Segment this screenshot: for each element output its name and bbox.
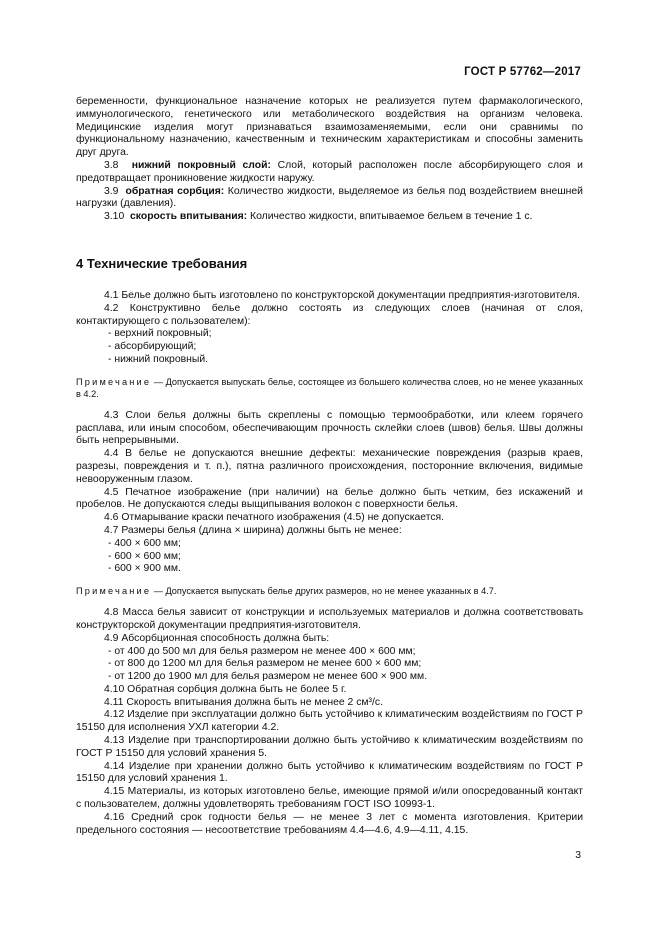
clause-4-2: 4.2 Конструктивно белье должно состоять из следующих слоев (начиная от слоя, контактирующего с пользователем): <box>76 302 583 327</box>
clause-4-4: 4.4 В белье не допускаются внешние дефекты: механические повреждения (разрыв краев, разрезы, повреждения и т. п.), пятна различного происхождения, посторонние включения, видимые невооруженным глазом. <box>76 448 583 485</box>
note-1: Примечание — Допускается выпускать белье, состоящее из большего количества слоев, но не менее указанных в 4.2. <box>76 376 583 399</box>
note-label: Примечание <box>76 376 152 387</box>
clause-4-16: 4.16 Средний срок годности белья — не менее 3 лет с момента изготовления. Критерии предельного состояния — несоответствие требованиям 4.4—4.6, 4.9—4.11, 4.15. <box>76 811 583 836</box>
section-title: 4 Технические требования <box>76 255 248 271</box>
list-item: - абсорбирующий; <box>76 341 583 354</box>
clause-4-9: 4.9 Абсорбционная способность должна быть: <box>104 632 330 644</box>
term-name: нижний покровный слой: <box>131 159 271 171</box>
clause-4-11: 4.11 Скорость впитывания должна быть не менее 2 см³/с. <box>104 696 383 708</box>
term-name: обратная сорбция: <box>125 185 225 197</box>
term-3-9: 3.9 обратная сорбция: Количество жидкости, выделяемое из белья под воздействием внешней нагрузки (давления). <box>76 185 583 210</box>
clause-4-5: 4.5 Печатное изображение (при наличии) на белье должно быть четким, без искажений и пробелов. Не допускаются следы выщипывания волокон с поверхности белья. <box>76 486 583 511</box>
clause-4-10: 4.10 Обратная сорбция должна быть не более 5 г. <box>104 683 347 695</box>
list-item: - 600 × 600 мм; <box>76 551 583 564</box>
clause-4-14: 4.14 Изделие при хранении должно быть устойчиво к климатическим воздействиям по ГОСТ Р 15150 для условий хранения 1. <box>76 760 583 785</box>
list-item: - от 400 до 500 мл для белья размером не менее 400 × 600 мм; <box>76 646 583 659</box>
list-item: - 400 × 600 мм; <box>76 538 583 551</box>
clause-4-7: 4.7 Размеры белья (длина × ширина) должны быть не менее: <box>104 524 402 536</box>
clause-4-8: 4.8 Масса белья зависит от конструкции и используемых материалов и должна соответствовать конструкторской документации предприятия-изготовителя. <box>76 607 583 631</box>
note-2: Примечание — Допускается выпускать белье других размеров, но не менее указанных в 4.7. <box>76 586 497 597</box>
clause-4-1: 4.1 Белье должно быть изготовлено по конструкторской документации предприятия-изготовителя. <box>104 289 581 301</box>
clause-4-15: 4.15 Материалы, из которых изготовлено белье, имеющие прямой и/или опосредованный контакт с пользователем, должны удовлетворять требованиям ГОСТ ISO 10993-1. <box>76 786 583 811</box>
document-id-header: ГОСТ Р 57762—2017 <box>464 66 581 78</box>
term-name: скорость впитывания: <box>130 211 248 223</box>
term-3-10: 3.10 скорость впитывания: Количество жидкости, впитываемое бельем в течение 1 с. <box>104 211 533 223</box>
clause-4-12: 4.12 Изделие при эксплуатации должно быть устойчиво к климатическим воздействиям по ГОСТ Р 15150 для исполнения УХЛ категории 4.2. <box>76 709 583 734</box>
page-number: 3 <box>575 850 581 861</box>
list-item: - верхний покровный; <box>76 328 583 341</box>
top-paragraph: беременности, функциональное назначение которых не реализуется путем фармакологического, иммунологического, генетического или метаболического воздействия на организм человека. Медицинские изделия могут признаваться взаимозаменяемыми, если они сравнимы по функциональному назначению, качественным и техническим характеристикам и способны заменить друг друга. <box>76 96 583 159</box>
clause-4-3: 4.3 Слои белья должны быть скреплены с помощью термообработки, или клеем горячего расплава, или иным способом, обеспечивающим прочность склейки слоев (швов) белья. Швы должны быть непрерывными. <box>76 409 583 447</box>
list-item: - от 1200 до 1900 мл для белья размером не менее 600 × 900 мм. <box>76 671 583 684</box>
note-label: Примечание <box>76 586 152 597</box>
clause-4-6: 4.6 Отмарывание краски печатного изображения (4.5) не допускается. <box>104 512 445 524</box>
list-item: - нижний покровный. <box>76 354 583 367</box>
term-3-8: 3.8 нижний покровный слой: Слой, который расположен после абсорбирующего слоя и предотвращает проникновение жидкости наружу. <box>76 159 583 184</box>
list-item: - 600 × 900 мм. <box>76 563 583 576</box>
document-body <box>76 96 583 837</box>
clause-4-13: 4.13 Изделие при транспортировании должно быть устойчиво к климатическим воздействиям по ГОСТ Р 15150 для условий хранения 5. <box>76 735 583 759</box>
list-item: - от 800 до 1200 мл для белья размером не менее 600 × 600 мм; <box>76 658 583 671</box>
